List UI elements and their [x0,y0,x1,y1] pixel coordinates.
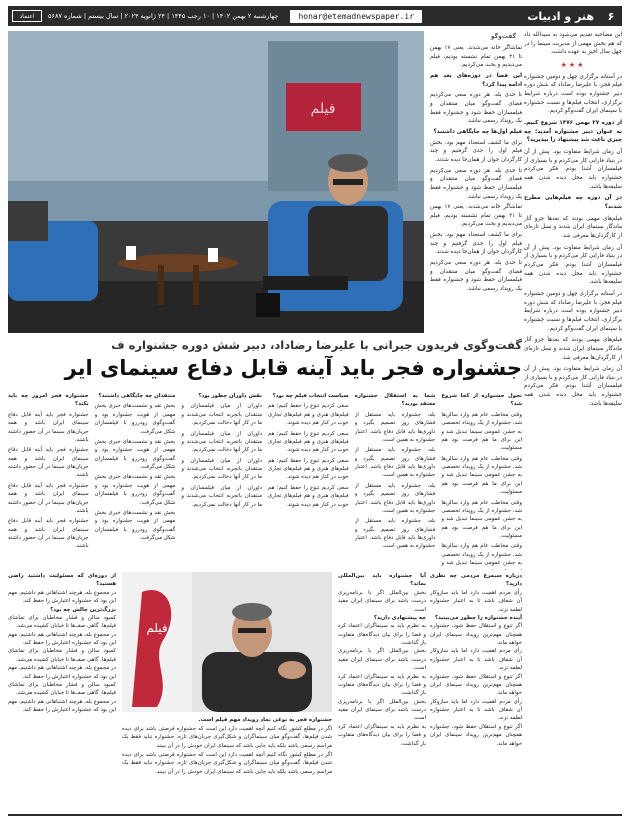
article-column-lower-middle [338,572,426,812]
answer: بخش نقد و نشست‌های خبری بخش مهمی از هویت جشنواره بود و گفت‌وگوی رودررو با فیلمسازان شکل می‌گرفت. [94,509,176,541]
answer: بخش بین‌الملل اگر با برنامه‌ریزی درست باشد برای سینمای ایران مفید است. [338,698,426,722]
answer: داوران از میان فیلمسازان و منتقدان باتجربه انتخاب می‌شدند و ما در کار آنها دخالت نمی‌کردیم. [181,457,262,481]
answer: رأی مردم اهمیت دارد اما باید سازوکار آن شفاف باشد تا به اعتبار جشنواره لطمه نزند. [430,698,522,722]
answer: در مجموع بله، هرچند اشتباهاتی هم داشتیم. مهم این بود که جشنواره اعتبارش را حفظ کند. [8,631,116,646]
question: چه پیشنهادی دارید؟ [373,614,426,621]
question: منتقدان چه جایگاهی داشتند؟ [98,393,176,399]
answer: اگر تنوع و استقلال حفظ شود، جشنواره همچنان مهم‌ترین رویداد سینمای ایران خواهد ماند. [430,673,522,697]
headline-kicker: گفت‌وگوی فریدون جیرانی با علیرضا رضاداد، دبیر شش دوره جشنواره ف [111,338,522,352]
answer: در مجموع بله، هرچند اشتباهاتی هم داشتیم. مهم این بود که جشنواره اعتبارش را حفظ کند. [8,665,116,680]
photo-caption [122,716,332,812]
article-column [355,392,436,570]
answer: برای ما کشف استعداد مهم بود. بخش فیلم اول را جدی گرفتیم و چند کارگردان جوان از همان‌جا دیده شدند. [430,139,522,163]
page-header [8,6,622,26]
answer: به نظرم باید به سینماگران اعتماد کرد و فضا را برای بیان دیدگاه‌های متفاوت باز گذاشت. [338,623,426,646]
question: درباره سیمرغ مردمی چه نظری دارید؟ [430,573,522,588]
answer: رأی مردم اهمیت دارد اما باید سازوکار آن شفاف باشد تا به اعتبار جشنواره لطمه نزند. [430,589,522,613]
intro-dedication: این مصاحبه تقدیم می‌شود به سیدالله داد که هم بخش مهمی از مدیریت سینما را در چهل سال اخیر به عهده داشت. [524,32,622,56]
question: از دوره ۲۷ بهمن ۱۳۷۶ شروع کنیم. به عنوان دبیر جشنواره آمدید؛ چه چیزی باعث شد پیشنهاد را بپذیرید؟ [524,120,622,144]
interview-tag: گفت‌وگو [490,33,516,40]
answer: داوران از میان فیلمسازان و منتقدان باتجربه انتخاب می‌شدند و ما در کار آنها دخالت نمی‌کردیم. [181,484,262,508]
answer: تماشاگر خانه می‌شدند. یعنی ۱۷ بهمن تا ۲۱ بهمن تمام نشسته بودیم، فیلم می‌دیدیم و بحث می‌کردیم. [430,45,522,69]
answer: بخش بین‌الملل اگر با برنامه‌ریزی درست باشد برای سینمای ایران مفید است. [338,648,426,672]
answer: وقتی مخاطب عام هم وارد سالن‌ها شد، جشنواره از یک رویداد تخصصی به جشن عمومی سینما تبدیل شد و این برای ما هم فرصت بود هم مسئولیت. [441,499,522,539]
answer: وقتی مخاطب عام هم وارد سالن‌ها شد، جشنواره از یک رویداد تخصصی به جشن عمومی سینما تبدیل شد و [441,543,522,567]
answer: بله، جشنواره باید مستقل از فشارهای روز تصمیم بگیرد و داوری‌ها باید قابل دفاع باشد. اعتبار جشنواره به همین است. [354,482,436,514]
section-email[interactable]: honar@etemadnewspaper.ir [290,10,422,23]
newspaper-logo: اعتماد [12,10,42,22]
answer: داوران از میان فیلمسازان و منتقدان باتجربه انتخاب می‌شدند و ما در کار آنها دخالت نمی‌کردیم. [181,430,262,454]
answer: کمبود سالن و فشار مخاطبان برای تماشای فیلم‌ها. گاهی صف‌ها تا خیابان کشیده می‌شد. [8,614,116,630]
answer: فیلم‌های مهمی بودند که بعدها جزو آثار ماندگار سینمای ایران شدند و نسل تازه‌ای از کارگردان‌ها معرفی شد. [524,337,622,361]
article-column-lower-right [430,572,522,812]
answer: بخش نقد و نشست‌های خبری بخش مهمی از هویت جشنواره بود و گفت‌وگوی رودررو با فیلمسازان شکل می‌گرفت. [94,403,176,435]
answer: اگر تنوع و استقلال حفظ شود، جشنواره همچنان مهم‌ترین رویداد سینمای ایران خواهد ماند. [430,623,522,646]
answer: برای ما کشف استعداد مهم بود. بخش فیلم اول را جدی گرفتیم و چند کارگردان جوان از همان‌جا دیده شدند. [430,232,522,256]
answer: سعی کردیم تنوع را حفظ کنیم؛ هم فیلم‌های هنری و هم فیلم‌های تجاری خوب در کنار هم دیده شوند. [267,403,349,427]
question: فیلم اول‌ها چه جایگاهی داشتند؟ [433,128,522,135]
answer: بله، جشنواره باید مستقل از فشارهای روز تصمیم بگیرد و داوری‌ها باید قابل دفاع باشد. اعتبار جشنواره به همین است. [354,411,436,443]
question: این فضا در دوره‌های بعد هم ادامه پیدا کرد؟ [430,72,522,88]
answer: تا حدی بله. هر دوره سعی می‌کردیم فضای گفت‌وگو میان منتقدان و فیلمسازان حفظ شود و جشنواره فقط یک رویداد رسمی نباشد. [430,260,522,293]
article-column [8,392,89,570]
answer: کمبود سالن و فشار مخاطبان برای تماشای فیلم‌ها. گاهی صف‌ها تا خیابان کشیده می‌شد. [8,648,116,663]
question: آینده جشنواره را چطور می‌بینید؟ [434,614,522,621]
main-photo [8,31,424,333]
answer: وقتی مخاطب عام هم وارد سالن‌ها شد، جشنواره از یک رویداد تخصصی به جشن عمومی سینما تبدیل شد و این برای ما هم فرصت بود هم مسئولیت. [441,411,522,452]
article-column [441,392,522,570]
answer: بله، جشنواره باید مستقل از فشارهای روز تصمیم بگیرد و داوری‌ها باید قابل دفاع باشد. اعتبار جشنواره به همین است. [354,447,436,479]
question: جشنواره فجر امروز چه باید بکند؟ [7,393,89,408]
answer: تا حدی بله. هر دوره سعی می‌کردیم فضای گفت‌وگو میان منتقدان و فیلمسازان حفظ شود و جشنواره فقط یک رویداد رسمی نباشد. [430,167,522,200]
answer: اگر تنوع و استقلال حفظ شود، جشنواره همچنان مهم‌ترین رویداد سینمای ایران خواهد ماند. [430,723,522,747]
divider-stars: ★★★ [560,60,586,69]
dateline: چهارشنبه ۲ بهمن ۱۴۰۲ | ۱۰ رجب ۱۴۴۵ | ۲۴ ژانویه ۲۰۲۴ | سال بیستم | شماره ۵۶۸۷ [48,12,279,20]
page-number: ۶ [607,9,615,23]
caption-lead: جشنواره فجر به نوعی نماد رویداد مهم فیلم است. [198,717,332,723]
secondary-photo [122,572,332,712]
question: از دوره‌ای که مسئولیت داشتید راضی هستید؟ [8,573,116,588]
answer: داوران از میان فیلمسازان و منتقدان باتجربه انتخاب می‌شدند و ما در کار آنها دخالت نمی‌کردیم. [181,403,262,427]
answer: جشنواره فجر باید آینه قابل دفاع سینمای ایران باشد و همه جریان‌های سینما در آن حضور داشته باشند. [7,482,89,514]
answer: تماشاگر خانه می‌شدند. یعنی ۱۷ بهمن تا ۲۱ بهمن تمام نشسته بودیم، فیلم می‌دیدیم و بحث می‌کردیم. [430,204,522,228]
question: تحول جشنواره از کجا شروع شد؟ [441,393,522,408]
answer: وقتی مخاطب عام هم وارد سالن‌ها شد، جشنواره از یک رویداد تخصصی به جشن عمومی سینما تبدیل شد و این برای ما هم فرصت بود هم مسئولیت. [441,455,522,496]
answer: به نظرم باید به سینماگران اعتماد کرد و فضا را برای بیان دیدگاه‌های متفاوت باز گذاشت. [338,673,426,697]
answer: در آستانه برگزاری چهل و دومین جشنواره فیلم فجر، با علیرضا رضاداد که شش دوره دبیر جشنواره بوده است درباره شرایط برگزاری، انتخاب فیلم‌ها و نسبت جشنواره با سینمای ایران گفت‌وگو کردیم. [524,290,622,332]
question: شما به استقلال جشنواره معتقد بودید؟ [354,393,436,408]
answer: آن زمان شرایط متفاوت بود. پیش از آن در بنیاد فارابی کار می‌کردم و با بسیاری از فیلمسازان آشنا بودم. فکر می‌کردم جشنواره باید محل دیده شدن همه سلیقه‌ها باشد. [524,244,622,286]
answer: آن زمان شرایط متفاوت بود. پیش از آن در بنیاد فارابی کار می‌کردم و با بسیاری از فیلمسازان آشنا بودم. فکر می‌کردم جشنواره باید محل دیده شدن همه سلیقه‌ها باشد. [524,149,622,190]
answer: به نظرم باید به سینماگران اعتماد کرد و فضا را برای بیان دیدگاه‌های متفاوت باز گذاشت. [338,723,426,747]
answer: کمبود سالن و فشار مخاطبان برای تماشای فیلم‌ها. گاهی صف‌ها تا خیابان کشیده می‌شد. [8,681,116,697]
answer: سعی کردیم تنوع را حفظ کنیم؛ هم فیلم‌های هنری و هم فیلم‌های تجاری خوب در کنار هم دیده شوند. [267,430,349,454]
answer: رأی مردم اهمیت دارد اما باید سازوکار آن شفاف باشد تا به اعتبار جشنواره لطمه نزند. [430,648,522,672]
article-column-lower-left [8,572,116,812]
headline: جشنواره فجر باید آینه قابل دفاع سینمای ایر [64,356,522,380]
intro-paragraph: در آستانه برگزاری چهل و دومین جشنواره فیلم فجر، با علیرضا رضاداد که شش دوره دبیر جشنواره بوده است درباره شرایط برگزاری، انتخاب فیلم‌ها و نسبت جشنواره با سینمای ایران گفت‌وگو کردیم. [524,73,622,115]
caption-text: اگر در مطلع کشور نگاه کنیم آنچه اهمیت دارد این است که جشنواره فرصتی باشد برای دیده شدن فیلم‌ها، گفت‌وگو میان سینماگران و شکل‌گیری جریان‌های تازه. جشنواره نباید فقط یک مراسم رسمی باشد بلکه باید جایی باشد که سینمای ایران خودش را در آن ببیند. [122,725,332,749]
section-title: هنر و ادبیات [527,9,594,23]
question: نقش داوران چطور بود؟ [198,393,262,399]
article-column [181,392,262,570]
article-column [95,392,176,570]
answer: آن زمان شرایط متفاوت بود. پیش از آن در بنیاد فارابی کار می‌کردم و با بسیاری از فیلمسازان آشنا بودم. فکر می‌کردم جشنواره باید محل دیده شدن همه سلیقه‌ها باشد. [524,366,622,407]
studio-sign-text: فیلم [310,101,336,117]
article-columns [8,392,522,570]
article-column [268,392,349,570]
answer: در مجموع بله، هرچند اشتباهاتی هم داشتیم. مهم این بود که جشنواره اعتبارش را حفظ کند. [8,698,116,713]
answer: بخش بین‌الملل اگر با برنامه‌ریزی درست باشد برای سینمای ایران مفید است. [338,589,426,613]
portrait-photo [122,572,332,712]
question: بزرگ‌ترین چالش چه بود؟ [50,606,116,613]
answer: جشنواره فجر باید آینه قابل دفاع سینمای ایران باشد و همه جریان‌های سینما در آن حضور داشته باشند. [7,411,89,443]
answer: فیلم‌های مهمی بودند که بعدها جزو آثار ماندگار سینمای ایران شدند و نسل تازه‌ای از کارگردان‌ها معرفی شد. [524,215,622,239]
question: سیاست انتخاب فیلم چه بود؟ [272,393,349,399]
question: در آن دوره چه فیلم‌هایی مطرح شدند؟ [524,195,622,210]
answer: بخش نقد و نشست‌های خبری بخش مهمی از هویت جشنواره بود و گفت‌وگوی رودررو با فیلمسازان شکل می‌گرفت. [94,438,176,470]
interview-studio-photo [8,31,424,333]
intro-column [524,31,622,812]
answer: تا حدی بله. هر دوره سعی می‌کردیم فضای گفت‌وگو میان منتقدان و فیلمسازان حفظ شود و جشنواره فقط یک رویداد رسمی نباشد. [430,92,522,125]
question: آیا جشنواره باید بین‌المللی بماند؟ [338,573,426,588]
answer: سعی کردیم تنوع را حفظ کنیم؛ هم فیلم‌های هنری و هم فیلم‌های تجاری خوب در کنار هم دیده شوند. [267,484,349,508]
answer: بخش نقد و نشست‌های خبری بخش مهمی از هویت جشنواره بود و گفت‌وگوی رودررو با فیلمسازان شکل می‌گرفت. [94,474,176,506]
answer: در مجموع بله، هرچند اشتباهاتی هم داشتیم. مهم این بود که جشنواره اعتبارش را حفظ کند. [8,589,116,605]
answer: سعی کردیم تنوع را حفظ کنیم؛ هم فیلم‌های هنری و هم فیلم‌های تجاری خوب در کنار هم دیده شوند. [267,457,349,481]
page-footer-rule [8,814,622,816]
article-column-top [430,44,522,334]
answer: جشنواره فجر باید آینه قابل دفاع سینمای ایران باشد و همه جریان‌های سینما در آن حضور داشته باشند. [7,447,89,479]
caption-text: اگر در مطلع کشور نگاه کنیم آنچه اهمیت دارد این است که جشنواره فرصتی باشد برای دیده شدن فیلم‌ها، گفت‌وگو میان سینماگران و شکل‌گیری جریان‌های تازه. جشنواره نباید فقط یک مراسم رسمی باشد بلکه باید جایی باشد که سینمای ایران خودش را در آن ببیند. [122,751,332,775]
backdrop-sign-text: فیلم [146,621,168,635]
answer: بله، جشنواره باید مستقل از فشارهای روز تصمیم بگیرد و داوری‌ها باید قابل دفاع باشد. اعتبار جشنواره به همین است. [354,518,436,550]
answer: جشنواره فجر باید آینه قابل دفاع سینمای ایران باشد و همه جریان‌های سینما در آن حضور داشته باشند. [7,518,89,550]
